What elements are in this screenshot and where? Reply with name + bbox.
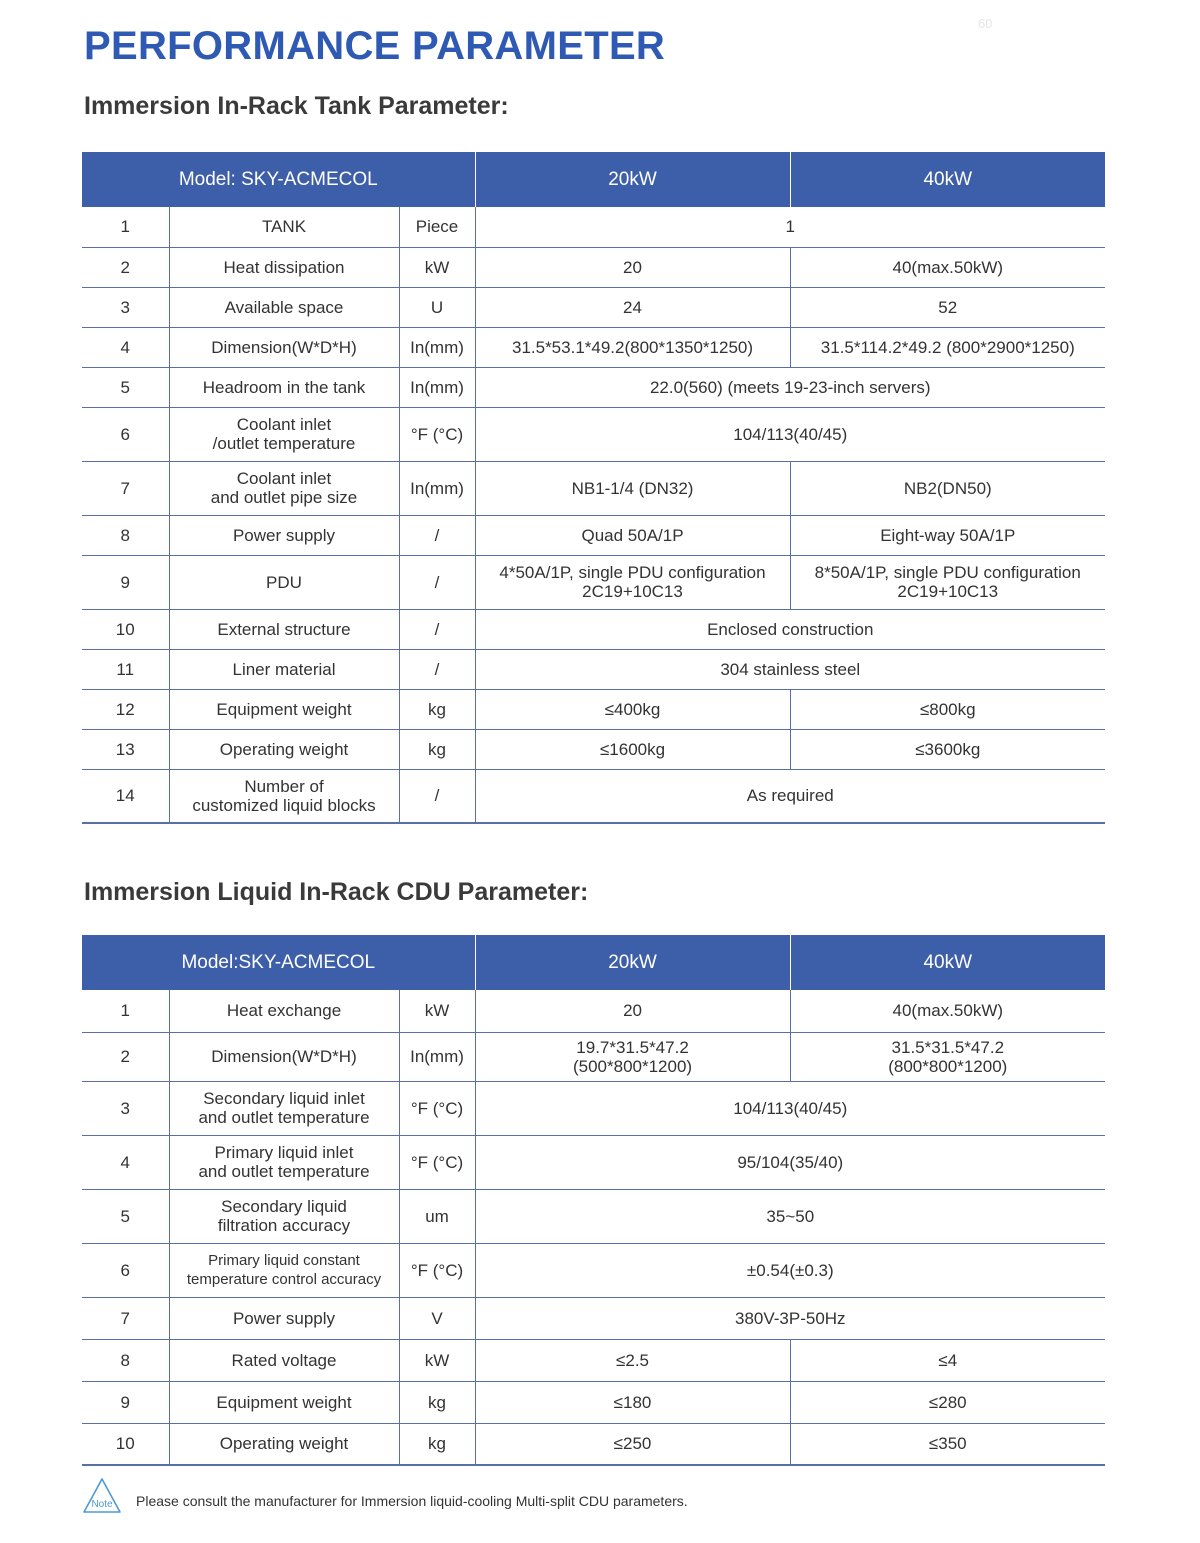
cdu-header-model: Model:SKY-ACMECOL bbox=[82, 935, 475, 990]
param-name-line2: filtration accuracy bbox=[217, 1216, 351, 1235]
row-number: 10 bbox=[82, 1423, 169, 1465]
param-name: PDU bbox=[169, 555, 399, 609]
param-name-line1: Number of bbox=[244, 776, 324, 796]
param-name-line2: and outlet temperature bbox=[198, 1162, 370, 1181]
param-unit: Piece bbox=[399, 207, 475, 247]
param-value-20kw: NB1-1/4 (DN32) bbox=[475, 461, 790, 515]
param-name-line1: Secondary liquid inlet bbox=[203, 1089, 365, 1108]
param-name bbox=[169, 407, 399, 461]
param-value: 95/104(35/40) bbox=[475, 1135, 1105, 1189]
param-value-line1: 31.5*31.5*47.2 bbox=[891, 1037, 1005, 1057]
page-title: PERFORMANCE PARAMETER bbox=[84, 24, 666, 68]
param-name: Headroom in the tank bbox=[169, 367, 399, 407]
table-row bbox=[82, 689, 1105, 729]
row-number: 14 bbox=[82, 769, 169, 823]
param-unit: kg bbox=[399, 729, 475, 769]
param-unit: um bbox=[399, 1189, 475, 1243]
param-value-40kw: 31.5*114.2*49.2 (800*2900*1250) bbox=[790, 327, 1105, 367]
param-name-line1: Primary liquid inlet bbox=[214, 1143, 354, 1162]
cdu-header-40kw: 40kW bbox=[790, 935, 1105, 990]
param-value-20kw: ≤250 bbox=[475, 1423, 790, 1465]
row-number: 4 bbox=[82, 327, 169, 367]
row-number: 5 bbox=[82, 1189, 169, 1243]
param-name bbox=[169, 1189, 399, 1243]
row-number: 11 bbox=[82, 649, 169, 689]
note-icon-label: Note bbox=[91, 1499, 113, 1510]
row-number: 2 bbox=[82, 247, 169, 287]
param-name: Power supply bbox=[169, 1297, 399, 1339]
row-number: 7 bbox=[82, 1297, 169, 1339]
row-number: 8 bbox=[82, 515, 169, 555]
table-row bbox=[82, 609, 1105, 649]
row-number: 1 bbox=[82, 207, 169, 247]
row-number: 12 bbox=[82, 689, 169, 729]
param-name bbox=[169, 769, 399, 823]
row-number: 9 bbox=[82, 1381, 169, 1423]
param-name: Operating weight bbox=[169, 1423, 399, 1465]
tank-header-40kw: 40kW bbox=[790, 152, 1105, 207]
param-name: Rated voltage bbox=[169, 1339, 399, 1381]
param-unit: V bbox=[399, 1297, 475, 1339]
row-number: 6 bbox=[82, 1243, 169, 1297]
param-unit: / bbox=[399, 609, 475, 649]
param-name: Dimension(W*D*H) bbox=[169, 327, 399, 367]
param-value-20kw: Quad 50A/1P bbox=[475, 515, 790, 555]
row-number: 2 bbox=[82, 1032, 169, 1081]
param-value-line2: (800*800*1200) bbox=[888, 1056, 1008, 1076]
row-number: 13 bbox=[82, 729, 169, 769]
note-text: Please consult the manufacturer for Immersion liquid-cooling Multi-split CDU parameters. bbox=[136, 1493, 688, 1509]
param-unit: In(mm) bbox=[399, 367, 475, 407]
row-number: 10 bbox=[82, 609, 169, 649]
param-name-line1: Primary liquid constant bbox=[208, 1252, 360, 1269]
row-number: 9 bbox=[82, 555, 169, 609]
param-name bbox=[169, 1135, 399, 1189]
param-value-20kw: 24 bbox=[475, 287, 790, 327]
param-name: Equipment weight bbox=[169, 689, 399, 729]
param-value: 104/113(40/45) bbox=[475, 1081, 1105, 1135]
param-value-line1: 4*50A/1P, single PDU configuration bbox=[499, 563, 766, 582]
param-value-40kw: ≤3600kg bbox=[790, 729, 1105, 769]
param-unit: U bbox=[399, 287, 475, 327]
param-unit: kW bbox=[399, 1339, 475, 1381]
param-unit: °F (°C) bbox=[399, 407, 475, 461]
table-row bbox=[82, 1243, 1105, 1297]
table-row bbox=[82, 1189, 1105, 1243]
row-number: 3 bbox=[82, 1081, 169, 1135]
table-row bbox=[82, 990, 1105, 1032]
param-unit: In(mm) bbox=[399, 1032, 475, 1081]
note-icon bbox=[82, 1477, 122, 1515]
param-value-40kw: 52 bbox=[790, 287, 1105, 327]
param-name: TANK bbox=[169, 207, 399, 247]
param-name: Equipment weight bbox=[169, 1381, 399, 1423]
param-value: Enclosed construction bbox=[475, 609, 1105, 649]
param-name-line2: and outlet temperature bbox=[198, 1108, 370, 1127]
param-name: Liner material bbox=[169, 649, 399, 689]
param-value: ±0.54(±0.3) bbox=[475, 1243, 1105, 1297]
param-value: 304 stainless steel bbox=[475, 649, 1105, 689]
table-row bbox=[82, 729, 1105, 769]
table-row bbox=[82, 1032, 1105, 1081]
param-value-40kw: ≤350 bbox=[790, 1423, 1105, 1465]
param-name: Operating weight bbox=[169, 729, 399, 769]
row-number: 4 bbox=[82, 1135, 169, 1189]
param-name: Available space bbox=[169, 287, 399, 327]
param-name: Dimension(W*D*H) bbox=[169, 1032, 399, 1081]
param-value-40kw: ≤280 bbox=[790, 1381, 1105, 1423]
table-row bbox=[82, 1423, 1105, 1465]
param-value-line1: 8*50A/1P, single PDU configuration bbox=[814, 563, 1081, 582]
param-name-line1: Coolant inlet bbox=[236, 415, 332, 434]
param-unit: °F (°C) bbox=[399, 1243, 475, 1297]
param-name-line2: customized liquid blocks bbox=[192, 795, 376, 815]
param-value-20kw: ≤180 bbox=[475, 1381, 790, 1423]
param-name bbox=[169, 1081, 399, 1135]
param-value: 1 bbox=[475, 207, 1105, 247]
param-value-20kw: ≤1600kg bbox=[475, 729, 790, 769]
param-value-line2: 2C19+10C13 bbox=[897, 582, 999, 601]
param-unit: kg bbox=[399, 689, 475, 729]
row-number: 6 bbox=[82, 407, 169, 461]
param-value-20kw bbox=[475, 555, 790, 609]
table-row bbox=[82, 1381, 1105, 1423]
row-number: 3 bbox=[82, 287, 169, 327]
row-number: 1 bbox=[82, 990, 169, 1032]
row-number: 5 bbox=[82, 367, 169, 407]
param-unit: In(mm) bbox=[399, 461, 475, 515]
param-unit: kg bbox=[399, 1423, 475, 1465]
param-value: As required bbox=[475, 769, 1105, 823]
param-name-line2: and outlet pipe size bbox=[210, 488, 358, 507]
param-value-40kw: NB2(DN50) bbox=[790, 461, 1105, 515]
param-value: 35~50 bbox=[475, 1189, 1105, 1243]
cdu-section-title: Immersion Liquid In-Rack CDU Parameter: bbox=[84, 878, 589, 906]
table-row bbox=[82, 555, 1105, 609]
param-value-40kw: 40(max.50kW) bbox=[790, 247, 1105, 287]
cdu-header-20kw: 20kW bbox=[475, 935, 790, 990]
param-value-40kw bbox=[790, 555, 1105, 609]
table-row bbox=[82, 461, 1105, 515]
row-number: 7 bbox=[82, 461, 169, 515]
tank-section-title: Immersion In-Rack Tank Parameter: bbox=[84, 92, 509, 120]
param-value-20kw: 20 bbox=[475, 990, 790, 1032]
table-row bbox=[82, 367, 1105, 407]
tank-parameter-table bbox=[82, 152, 1105, 824]
cdu-parameter-table bbox=[82, 935, 1105, 1466]
param-name: Heat exchange bbox=[169, 990, 399, 1032]
param-unit: °F (°C) bbox=[399, 1135, 475, 1189]
param-name bbox=[169, 1243, 399, 1297]
table-row bbox=[82, 407, 1105, 461]
param-name: Power supply bbox=[169, 515, 399, 555]
param-name: External structure bbox=[169, 609, 399, 649]
table-row bbox=[82, 649, 1105, 689]
table-row bbox=[82, 327, 1105, 367]
param-value-40kw: Eight-way 50A/1P bbox=[790, 515, 1105, 555]
param-value-40kw: ≤4 bbox=[790, 1339, 1105, 1381]
param-unit: / bbox=[399, 649, 475, 689]
param-unit: / bbox=[399, 769, 475, 823]
param-value: 22.0(560) (meets 19-23-inch servers) bbox=[475, 367, 1105, 407]
page-number: 60 bbox=[978, 16, 993, 31]
param-unit: kg bbox=[399, 1381, 475, 1423]
param-unit: / bbox=[399, 555, 475, 609]
param-name-line2: /outlet temperature bbox=[212, 434, 356, 453]
table-row bbox=[82, 287, 1105, 327]
param-name-line1: Secondary liquid bbox=[221, 1197, 347, 1216]
param-value-20kw: ≤2.5 bbox=[475, 1339, 790, 1381]
param-value-20kw bbox=[475, 1032, 790, 1081]
param-value-40kw: 40(max.50kW) bbox=[790, 990, 1105, 1032]
table-row bbox=[82, 515, 1105, 555]
param-name: Heat dissipation bbox=[169, 247, 399, 287]
param-unit: °F (°C) bbox=[399, 1081, 475, 1135]
param-value-line2: (500*800*1200) bbox=[572, 1056, 693, 1076]
param-name-line1: Coolant inlet bbox=[236, 469, 332, 488]
note bbox=[82, 1477, 982, 1515]
param-unit: kW bbox=[399, 990, 475, 1032]
param-value-20kw: 31.5*53.1*49.2(800*1350*1250) bbox=[475, 327, 790, 367]
param-value-20kw: 20 bbox=[475, 247, 790, 287]
param-name-line2: temperature control accuracy bbox=[186, 1271, 382, 1288]
param-value-40kw: ≤800kg bbox=[790, 689, 1105, 729]
param-unit: / bbox=[399, 515, 475, 555]
param-value-20kw: ≤400kg bbox=[475, 689, 790, 729]
param-value-line2: 2C19+10C13 bbox=[582, 582, 683, 601]
table-row bbox=[82, 247, 1105, 287]
table-row bbox=[82, 1135, 1105, 1189]
param-value-40kw bbox=[790, 1032, 1105, 1081]
table-row bbox=[82, 1081, 1105, 1135]
param-unit: kW bbox=[399, 247, 475, 287]
table-row bbox=[82, 1297, 1105, 1339]
table-row bbox=[82, 769, 1105, 823]
param-value-line1: 19.7*31.5*47.2 bbox=[576, 1037, 689, 1057]
param-value: 380V-3P-50Hz bbox=[475, 1297, 1105, 1339]
tank-header-20kw: 20kW bbox=[475, 152, 790, 207]
row-number: 8 bbox=[82, 1339, 169, 1381]
param-value: 104/113(40/45) bbox=[475, 407, 1105, 461]
table-row bbox=[82, 1339, 1105, 1381]
param-name bbox=[169, 461, 399, 515]
tank-header-model: Model: SKY-ACMECOL bbox=[82, 152, 475, 207]
table-row bbox=[82, 207, 1105, 247]
param-unit: In(mm) bbox=[399, 327, 475, 367]
